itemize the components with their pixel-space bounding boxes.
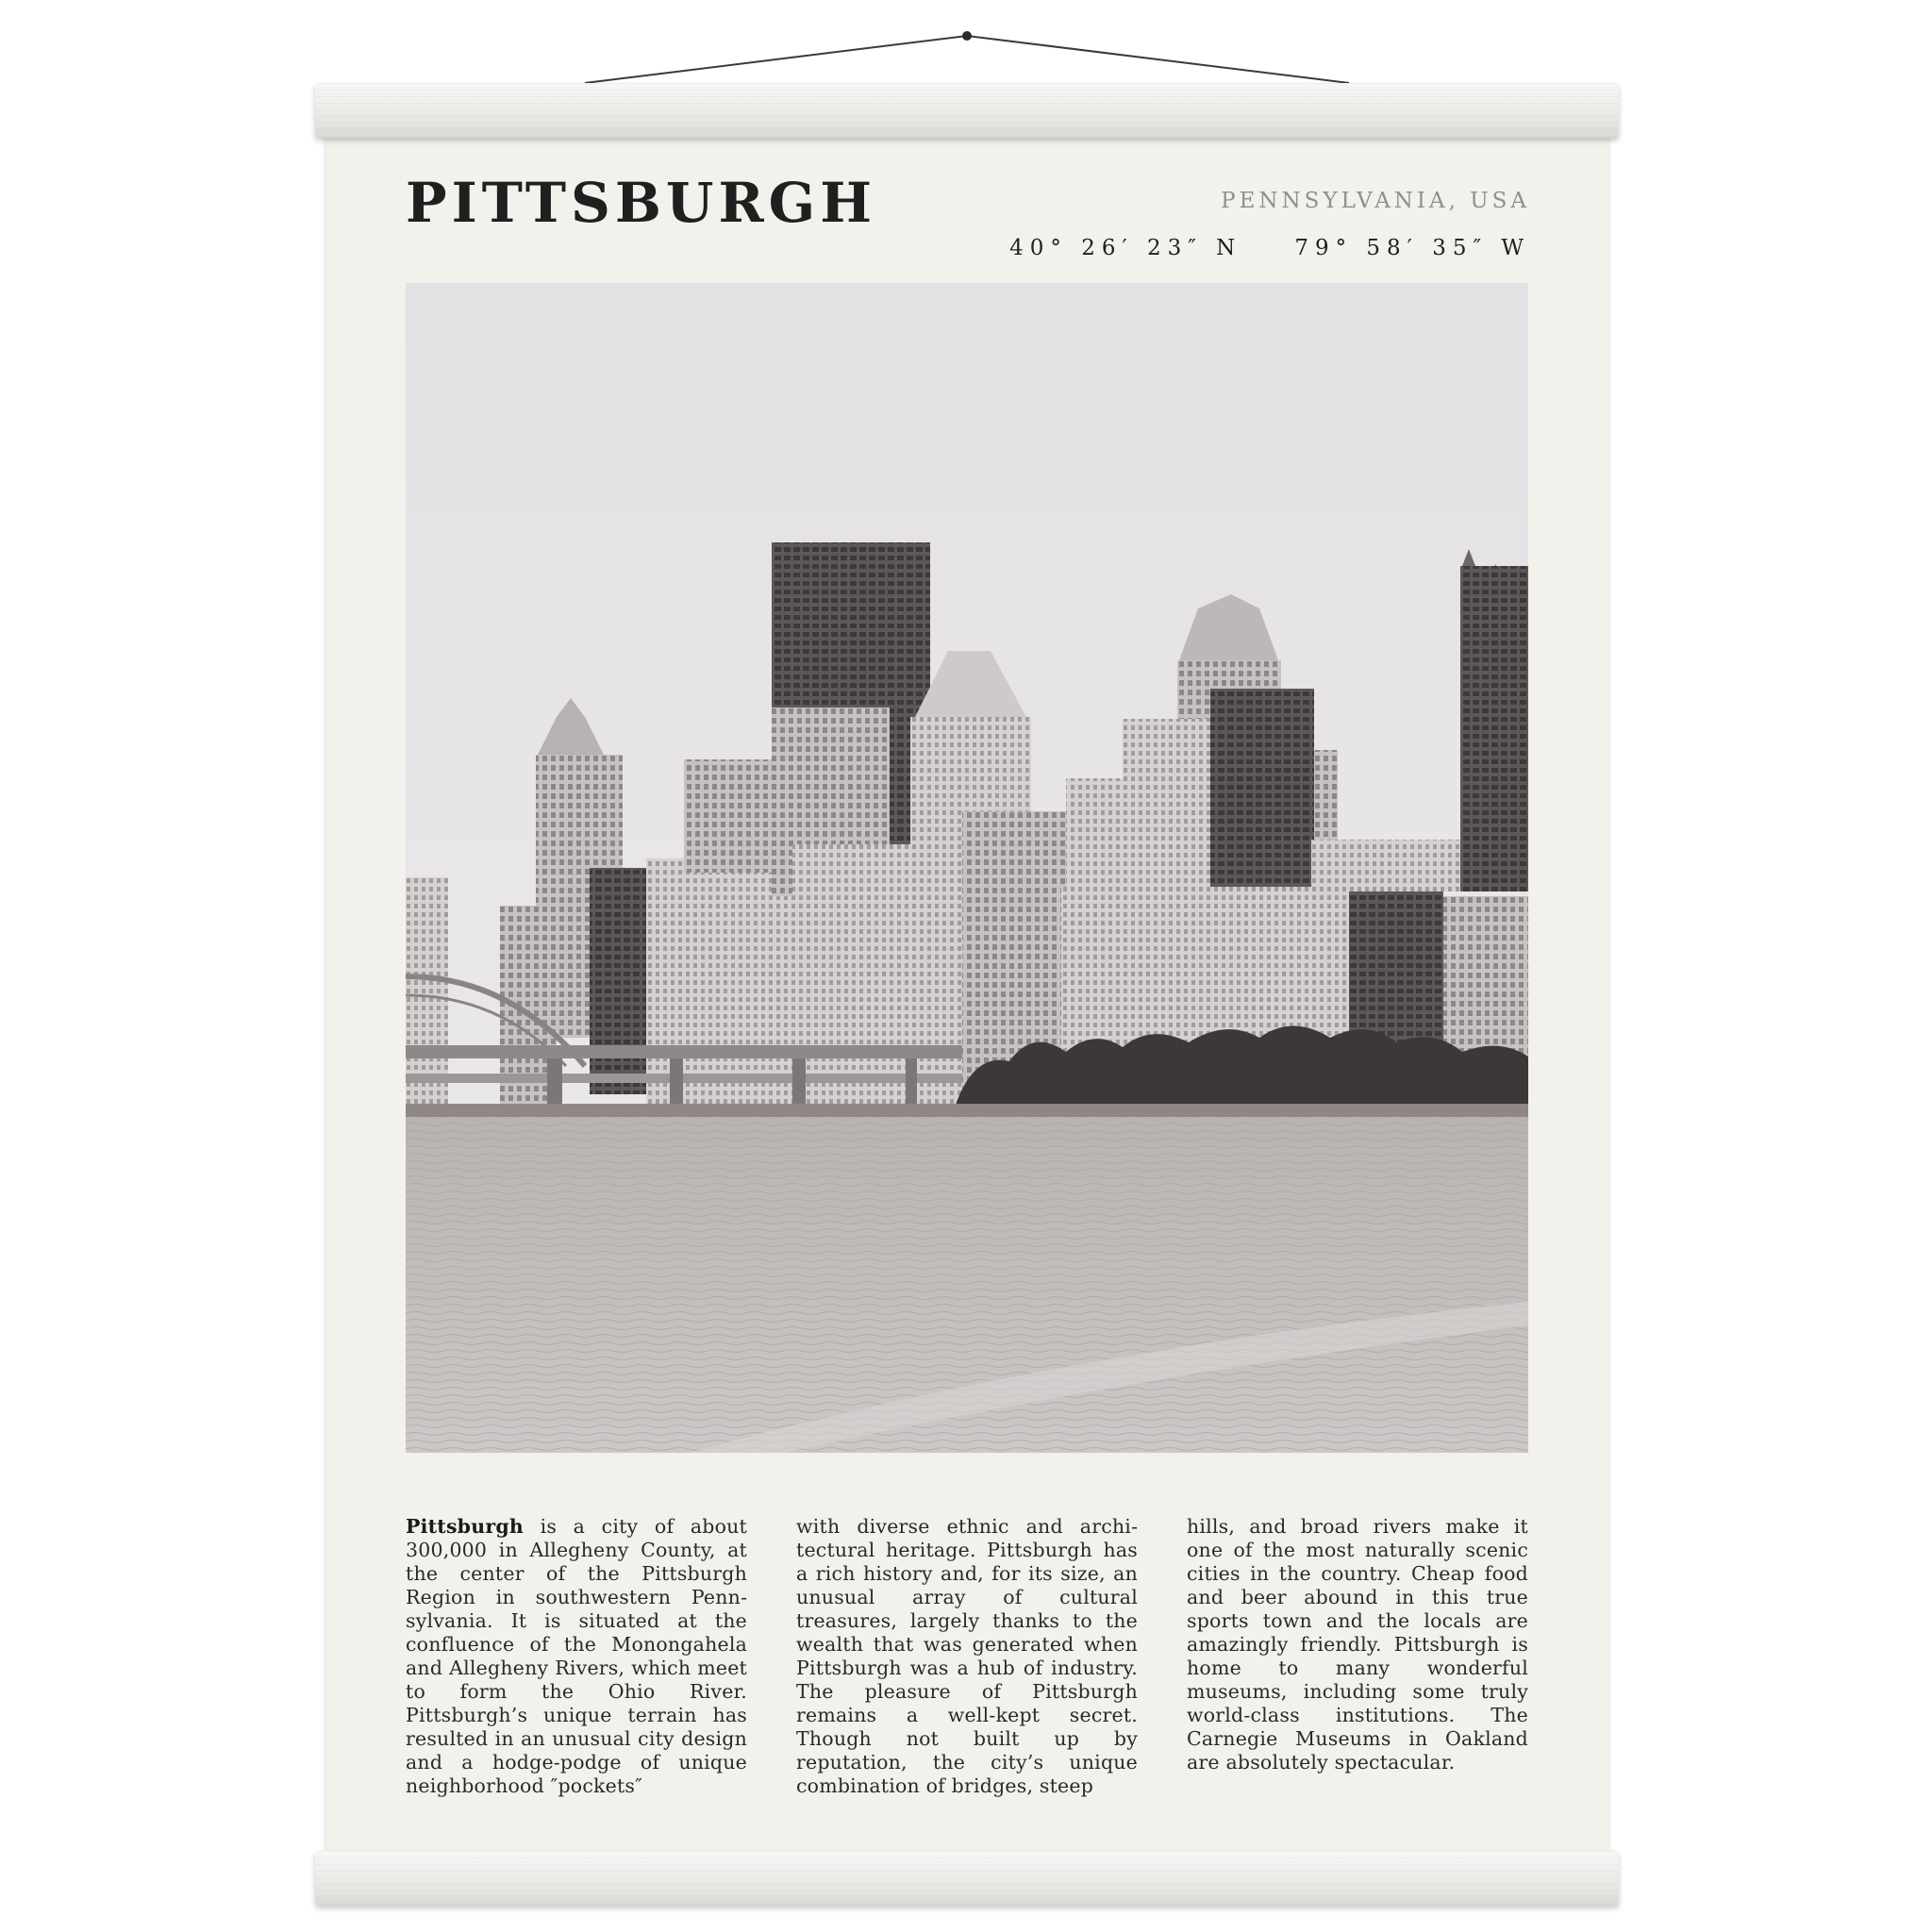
- top-hanger-rail: [315, 83, 1619, 138]
- skyline-photo: [406, 283, 1528, 1453]
- latitude: 40° 26′ 23″ N: [1009, 236, 1242, 260]
- description-text-1: is a city of about 300,000 in Allegheny County, at the center of the Pittsburgh Region in southwestern Pennsylvania. It is situated at the confluence of the Monongahela and Allegheny Rivers, which meet to form the Ohio River. Pittsburgh’s unique terrain has resulted in an unusual city design and a hodge-podge of unique neighborhood ″pockets″: [406, 1515, 747, 1797]
- description-lead: Pittsburgh: [406, 1515, 524, 1538]
- description-column-3: hills, and broad rivers make it one of the most naturally scenic cities in the country. Cheap food and beer abound in this true sports town and the locals are amazingly friendly. Pittsburgh is home to many wonderful museums, including some truly world-class institutions. The Carnegie Museums in Oakland are absolutely spectacular.: [1187, 1515, 1528, 1774]
- longitude: 79° 58′ 35″ W: [1294, 236, 1530, 260]
- coordinates: [1009, 238, 1530, 259]
- description-columns: [406, 1515, 1528, 1817]
- bottom-hanger-rail: [315, 1851, 1619, 1906]
- city-title: PITTSBURGH: [406, 171, 877, 235]
- description-column-2: with diverse ethnic and architectural heritage. Pittsburgh has a rich history and, for its size, an unusual array of cultural treasures, largely thanks to the wealth that was generated when Pittsburgh was a hub of industry. The pleasure of Pittsburgh remains a well-kept secret. Though not built up by reputation, the city’s unique combination of bridges, steep: [796, 1515, 1138, 1797]
- poster: [326, 123, 1607, 1857]
- hanging-cord: [0, 0, 1932, 94]
- description-column-1: [406, 1515, 747, 1798]
- region-label: PENNSYLVANIA, USA: [1221, 189, 1530, 213]
